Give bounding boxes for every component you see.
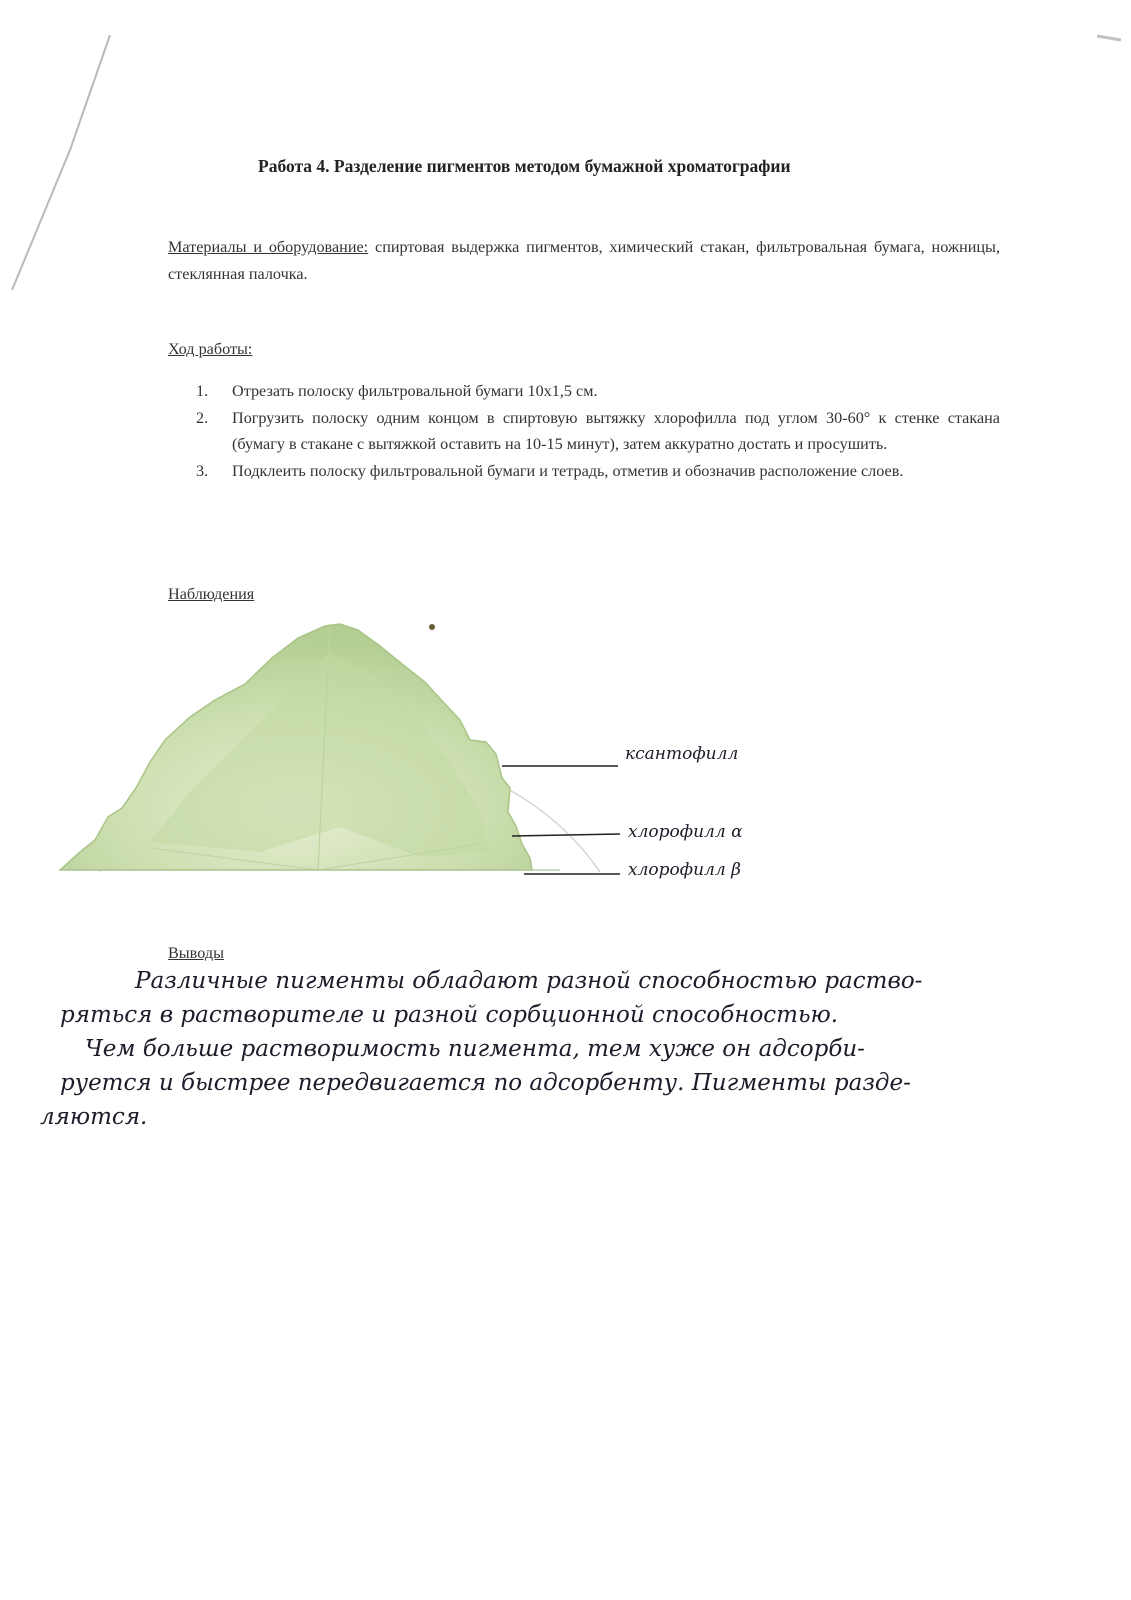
conclusion-line: руется и быстрее передвигается по адсорбенту. Пигменты разде- — [60, 1070, 911, 1096]
procedure-steps — [196, 378, 1000, 484]
page-title: Работа 4. Разделение пигментов методом бумажной хроматографии — [258, 156, 791, 176]
conclusion-line: ляются. — [40, 1104, 148, 1130]
materials-paragraph — [168, 234, 1000, 288]
step-text: Погрузить полоску одним концом в спиртовую вытяжку хлорофилла под углом 30-60° к стенке стакана (бумагу в стакане с вытяжкой оставить на 10-15 минут), затем аккуратно достать и просушить. — [232, 408, 1000, 453]
scan-edge-mark — [10, 30, 120, 290]
step-number: 3. — [196, 461, 209, 480]
label-xanthophyll: ксантофилл — [625, 744, 739, 764]
step-text: Подклеить полоску фильтровальной бумаги и тетрадь, отметив и обозначив расположение слоев. — [232, 461, 904, 480]
step-number: 1. — [196, 382, 209, 400]
label-chlorophyll-b: хлорофилл β — [628, 860, 741, 880]
step-text: Отрезать полоску фильтровальной бумаги 10х1,5 см. — [232, 382, 598, 400]
conclusions-handwriting — [40, 956, 1100, 1134]
materials-label: Материалы и оборудование: — [168, 238, 369, 256]
step-number: 2. — [196, 408, 209, 427]
label-chlorophyll-a: хлорофилл α — [628, 822, 743, 842]
observations-heading: Наблюдения — [168, 585, 255, 603]
procedure-step — [196, 378, 1000, 405]
procedure-heading: Ход работы: — [168, 340, 253, 358]
leader-line-middle — [512, 834, 620, 836]
scan-corner-mark — [1095, 30, 1125, 70]
conclusion-line: Различные пигменты обладают разной способностью раство- — [135, 968, 923, 994]
materials-text: спиртовая выдержка пигментов, химический стакан, фильтровальная бумага, ножницы, стеклянная палочка. — [168, 238, 1000, 283]
procedure-step — [196, 405, 1000, 458]
conclusion-line: ряться в растворителе и разной сорбционной способностью. — [60, 1002, 839, 1028]
speck — [429, 624, 435, 630]
conclusions-heading: Выводы — [168, 944, 224, 962]
procedure-step — [196, 458, 1000, 485]
conclusion-line: Чем больше растворимость пигмента, тем хуже он адсорби- — [85, 1036, 865, 1062]
